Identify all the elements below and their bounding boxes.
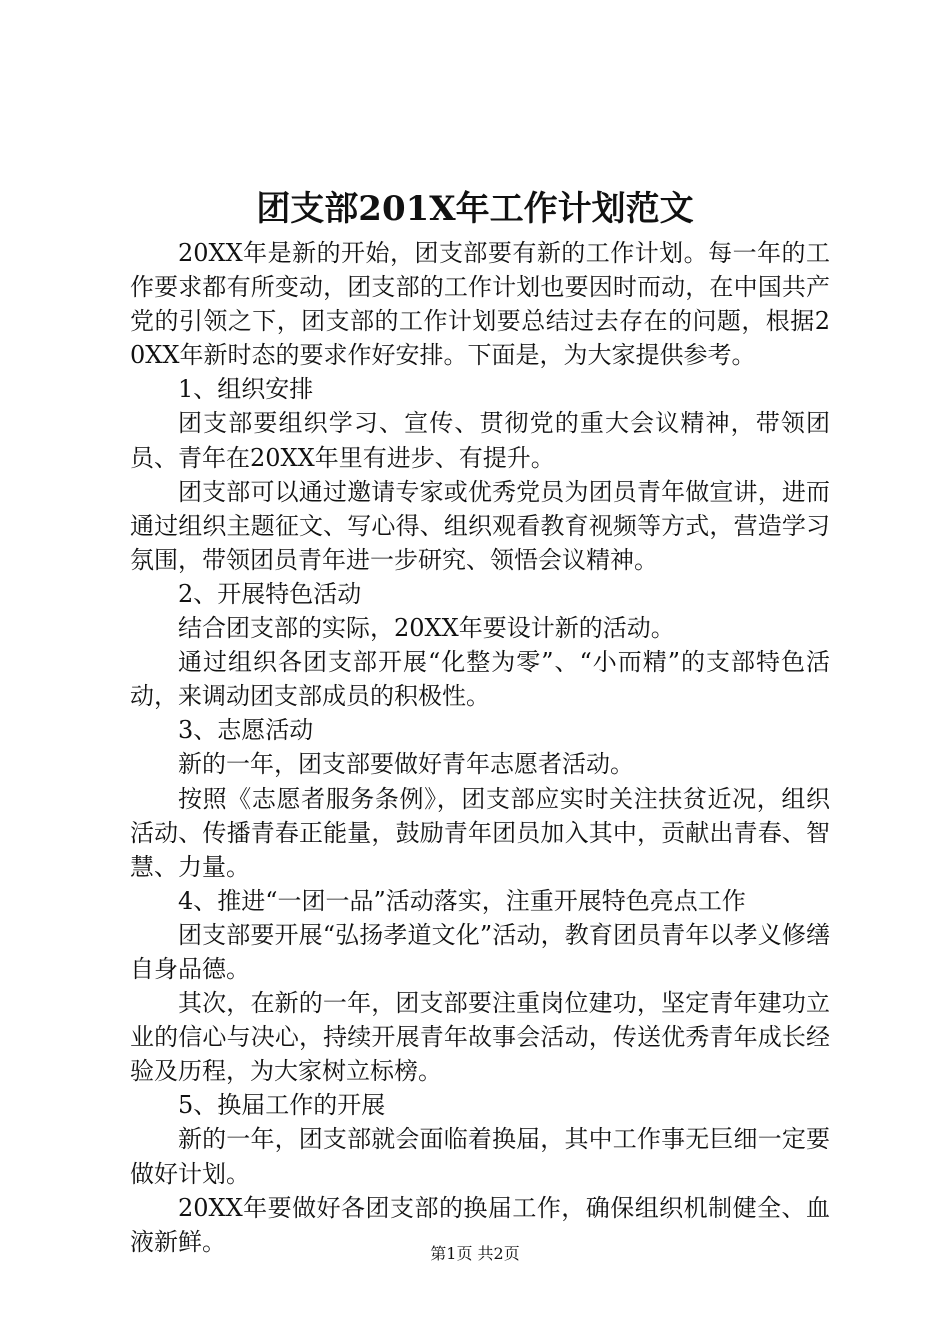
section-heading-5: 5、换届工作的开展: [178, 1091, 386, 1120]
section-heading-3: 3、志愿活动: [178, 716, 314, 745]
body-paragraph: 其次，在新的一年，团支部要注重岗位建功，坚定青年建功立业的信心与决心，持续开展青年故事会活动，传送优秀青年成长经验及历程，为大家树立标榜。: [130, 989, 830, 1086]
document-title: 团支部201X年工作计划范文: [256, 189, 694, 229]
section-heading-1: 1、组织安排: [178, 375, 314, 404]
body-paragraph: 通过组织各团支部开展“化整为零”、“小而精”的支部特色活动，来调动团支部成员的积极性。: [130, 648, 830, 711]
body-paragraph: 结合团支部的实际，20XX年要设计新的活动。: [178, 614, 675, 643]
page-number-footer: 第1页 共2页: [430, 1244, 520, 1263]
section-heading-2: 2、开展特色活动: [178, 579, 362, 608]
body-paragraph: 团支部要开展“弘扬孝道文化”活动，教育团员青年以孝义修缮自身品德。: [130, 920, 830, 983]
body-paragraph: 新的一年，团支部就会面临着换届，其中工作事无巨细一定要做好计划。: [130, 1125, 830, 1188]
body-paragraph: 团支部要组织学习、宣传、贯彻党的重大会议精神，带领团员、青年在20XX年里有进步、有提升。: [130, 409, 830, 472]
section-heading-4: 4、推进“一团一品”活动落实，注重开展特色亮点工作: [178, 886, 746, 915]
body-paragraph: 新的一年，团支部要做好青年志愿者活动。: [178, 750, 634, 779]
body-paragraph: 团支部可以通过邀请专家或优秀党员为团员青年做宣讲，进而通过组织主题征文、写心得、组织观看教育视频等方式，营造学习氛围，带领团员青年进一步研究、领悟会议精神。: [130, 477, 830, 574]
intro-paragraph: 20XX年是新的开始，团支部要有新的工作计划。每一年的工作要求都有所变动，团支部的工作计划也要因时而动，在中国共产党的引领之下，团支部的工作计划要总结过去存在的问题，根据20XX年新时态的要求作好安排。下面是，为大家提供参考。: [130, 239, 830, 370]
document-body: [130, 236, 830, 1259]
body-paragraph: 20XX年要做好各团支部的换届工作，确保组织机制健全、血液新鲜。: [130, 1193, 830, 1256]
body-paragraph: 按照《志愿者服务条例》，团支部应实时关注扶贫近况，组织活动、传播青春正能量，鼓励青年团员加入其中，贡献出青春、智慧、力量。: [130, 784, 830, 881]
